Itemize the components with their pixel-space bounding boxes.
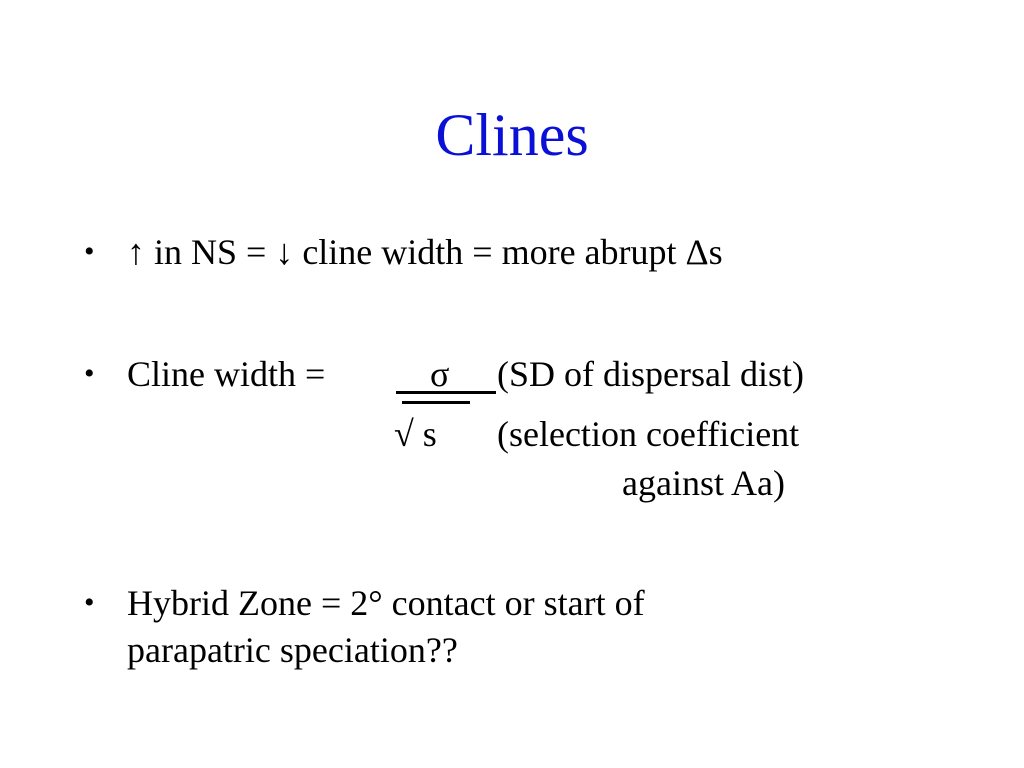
fraction-bar — [402, 401, 470, 404]
bullet-marker: • — [84, 586, 95, 619]
bullet-ns-cline-width — [0, 229, 1024, 275]
bullet-hybrid-zone — [0, 580, 1024, 676]
bullet-text: ↑ in NS = ↓ cline width = more abrupt Δs — [127, 232, 723, 272]
denominator-note-line2: against Aa) — [622, 463, 785, 503]
bullet-cline-width-formula — [0, 351, 1024, 501]
hybrid-zone-line2: parapatric speciation?? — [127, 630, 458, 670]
cline-width-label: Cline width = — [127, 354, 326, 394]
numerator-note: (SD of dispersal dist) — [497, 354, 804, 394]
denominator-note-line1: (selection coefficient — [497, 414, 800, 454]
slide-title: Clines — [435, 102, 589, 168]
bullet-marker: • — [84, 235, 95, 268]
hybrid-zone-line1: Hybrid Zone = 2° contact or start of — [127, 583, 645, 623]
formula-denominator: √ s — [394, 414, 437, 454]
bullet-marker: • — [84, 357, 95, 390]
formula-numerator: σ — [430, 354, 450, 394]
